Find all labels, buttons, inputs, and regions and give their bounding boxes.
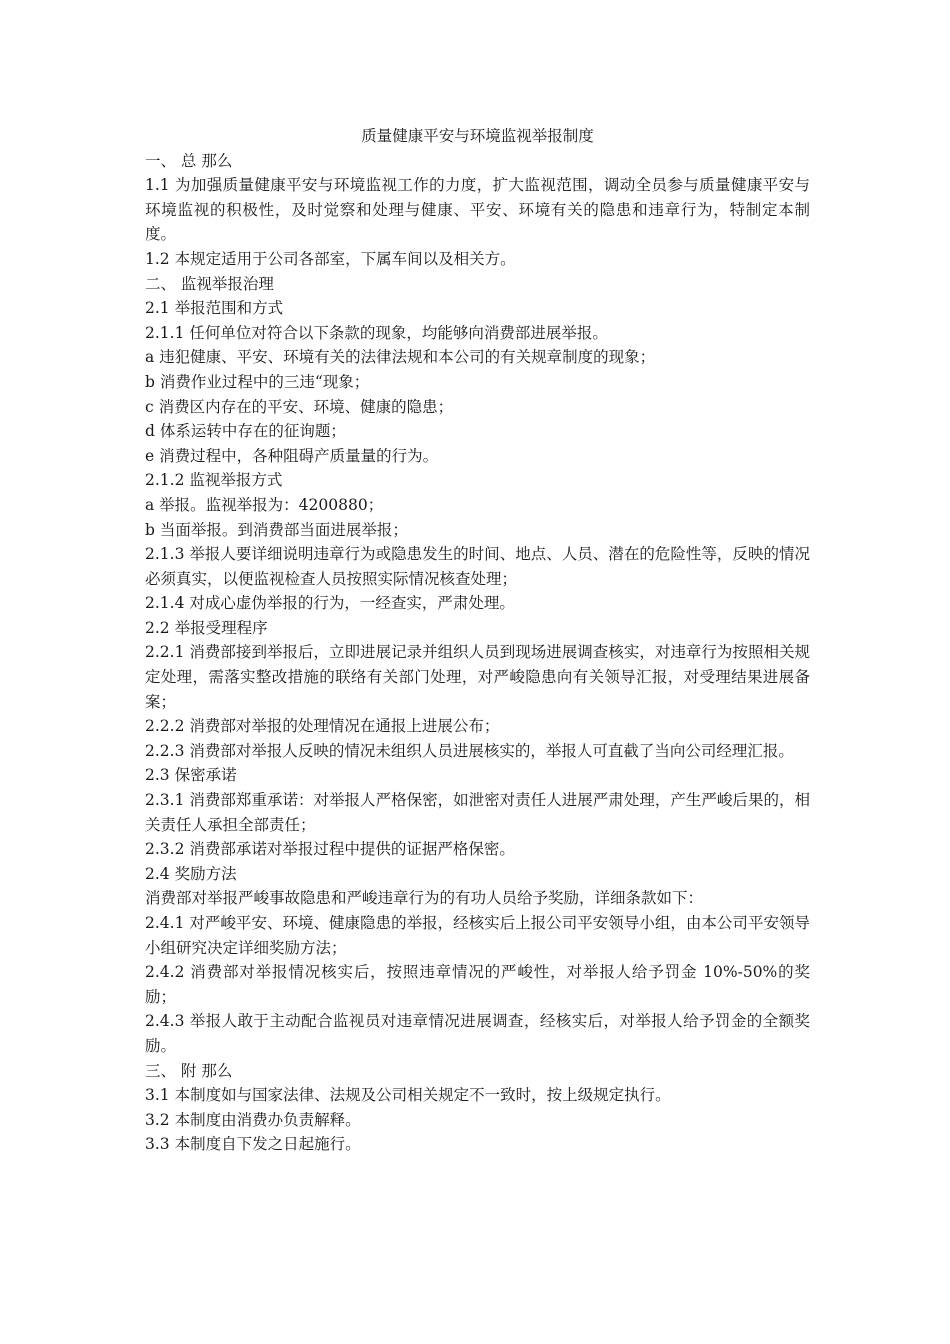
paragraph-2-4-1: 2.4.1 对严峻平安、环境、健康隐患的举报，经核实后上报公司平安领导小组，由本公司平安领导小组研究决定详细奖励方法； (145, 914, 810, 957)
paragraph-1-2: 1.2 本规定适用于公司各部室，下属车间以及相关方。 (145, 249, 516, 268)
paragraph-3-2: 3.2 本制度由消费办负责解释。 (145, 1110, 361, 1129)
list-item-e: e 消费过程中，各种阻碍产质量量的行为。 (145, 446, 439, 465)
paragraph-2-4-3: 2.4.3 举报人敢于主动配合监视员对违章情况进展调查，经核实后，对举报人给予罚金的全额奖励。 (145, 1012, 810, 1055)
document-title: 质量健康平安与环境监视举报制度 (361, 127, 594, 145)
paragraph-3-1: 3.1 本制度如与国家法律、法规及公司相关规定不一致时，按上级规定执行。 (145, 1086, 671, 1105)
list-item-d: d 体系运转中存在的征询题； (145, 422, 346, 441)
list-item-b: b 消费作业过程中的三违“现象； (145, 372, 370, 391)
paragraph-2-3: 2.3 保密承诺 (145, 766, 237, 785)
list-item-c: c 消费区内存在的平安、环境、健康的隐患； (145, 397, 454, 416)
paragraph-2-3-2: 2.3.2 消费部承诺对举报过程中提供的证据严格保密。 (145, 840, 515, 859)
paragraph-2-2-3: 2.2.3 消费部对举报人反映的情况未组织人员进展核实的，举报人可直截了当向公司经理汇报。 (145, 741, 794, 760)
paragraph-2-1-4: 2.1.4 对成心虚伪举报的行为，一经查实，严肃处理。 (145, 594, 515, 613)
paragraph-2-3-1: 2.3.1 消费部郑重承诺：对举报人严格保密，如泄密对责任人进展严肃处理，产生严峻后果的，相关责任人承担全部责任； (145, 791, 810, 834)
paragraph-2-2-1: 2.2.1 消费部接到举报后，立即进展记录并组织人员到现场进展调查核实，对违章行为按照相关规定处理，需落实整改措施的联络有关部门处理，对严峻隐患向有关领导汇报，对受理结果进展备案； (145, 643, 810, 711)
section-heading-general: 一、 总 那么 (145, 151, 233, 170)
paragraph-2-4-2: 2.4.2 消费部对举报情况核实后，按照违章情况的严峻性，对举报人给予罚金 10%-50%的奖励； (145, 963, 810, 1006)
document-body (145, 124, 810, 1157)
report-method-a: a 举报。监视举报为：4200880； (145, 495, 384, 514)
paragraph-2-4-intro: 消费部对举报严峻事故隐患和严峻违章行为的有功人员给予奖励，详细条款如下： (145, 889, 704, 908)
paragraph-2-1-2: 2.1.2 监视举报方式 (145, 471, 283, 490)
paragraph-2-2-2: 2.2.2 消费部对举报的处理情况在通报上进展公布； (145, 717, 500, 736)
paragraph-2-1-1: 2.1.1 任何单位对符合以下条款的现象，均能够向消费部进展举报。 (145, 323, 608, 342)
paragraph-2-1: 2.1 举报范围和方式 (145, 299, 284, 318)
paragraph-2-2: 2.2 举报受理程序 (145, 618, 268, 637)
paragraph-1-1: 1.1 为加强质量健康平安与环境监视工作的力度，扩大监视范围，调动全员参与质量健康平安与环境监视的积极性，及时觉察和处理与健康、平安、环境有关的隐患和违章行为，特制定本制度。 (145, 176, 810, 244)
paragraph-2-1-3: 2.1.3 举报人要详细说明违章行为或隐患发生的时间、地点、人员、潜在的危险性等，反映的情况必须真实，以便监视检查人员按照实际情况核查处理； (145, 545, 810, 588)
section-heading-supplementary: 三、 附 那么 (145, 1061, 233, 1080)
paragraph-2-4: 2.4 奖励方法 (145, 864, 237, 883)
list-item-a: a 违犯健康、平安、环境有关的法律法规和本公司的有关规章制度的现象； (145, 348, 656, 367)
paragraph-3-3: 3.3 本制度自下发之日起施行。 (145, 1135, 361, 1154)
report-method-b: b 当面举报。到消费部当面进展举报； (145, 520, 408, 539)
section-heading-management: 二、 监视举报治理 (145, 274, 274, 293)
